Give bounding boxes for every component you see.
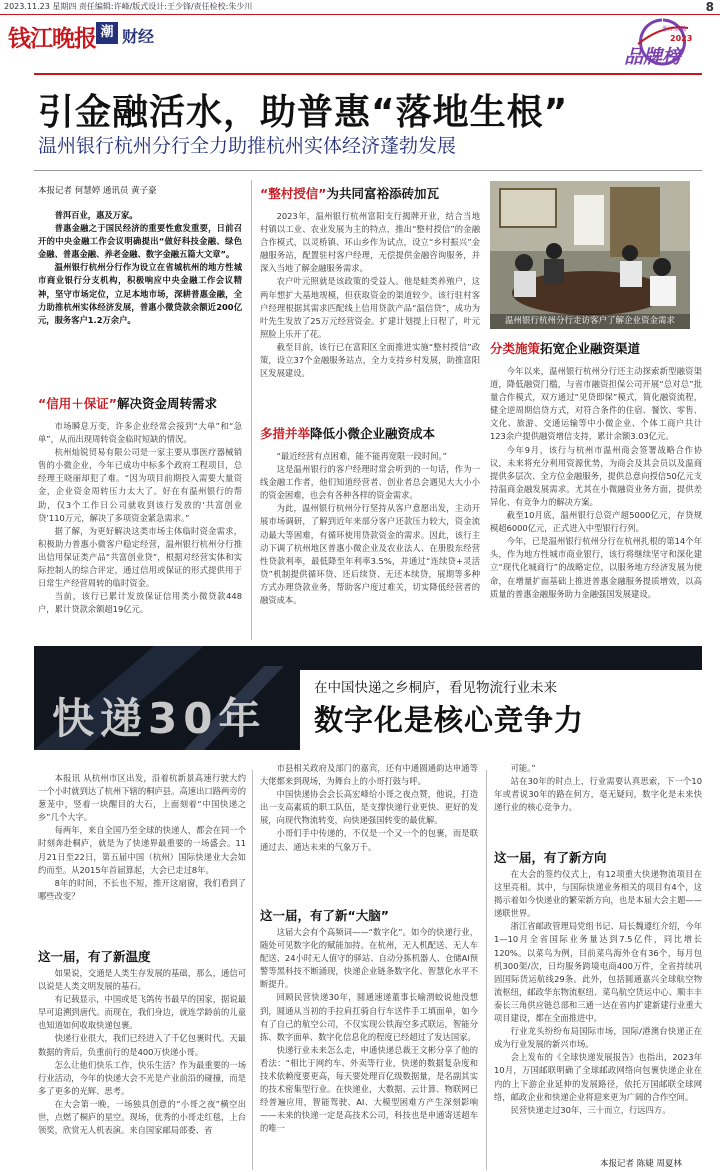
body-paragraph: 8年的时间，不长也不短，推开这扇窗，我们看到了哪些改变？ [38, 877, 246, 901]
column-divider [252, 770, 253, 1170]
article1-section2-body [260, 210, 480, 412]
meeting-photo [490, 181, 690, 329]
section-heading-credit [38, 394, 217, 412]
photo-caption: 温州银行杭州分行走访客户了解企业资金需求 [490, 314, 690, 329]
body-paragraph: 民营快递走过30年，三十而立，行远四方。 [510, 1104, 671, 1115]
article1-section4-body [490, 365, 702, 642]
chao-logo: 潮 [96, 22, 118, 44]
article2-col1-top [38, 772, 246, 944]
article2-col2-top [260, 762, 478, 902]
article1-section1-body [38, 420, 242, 642]
article2-heading-warmth: 这一届，有了新温度 [38, 949, 151, 964]
heading-text: 为共同富裕添砖加瓦 [326, 186, 439, 201]
article1-byline: 本报记者 何慧婷 通讯员 黄子豪 [38, 186, 157, 196]
body-paragraph: 今年9月，该行与杭州市温州商会签署战略合作协议，未来将充分利用资源优势，为商会及其会员以及温商提供多层次、全方位金融服务，提供总意向授信50亿元支持温商金融发展需求。尤其在小微融资业务方面，提供差异化、有竞争力的解决方案。 [490, 444, 702, 507]
badge-title: 品牌榜 [624, 46, 682, 68]
body-paragraph: 杭州灿锐贸易有限公司是一家主要从事医疗器械销售的小微企业，今年已成功中标多个政府工程项目，总经理王晓丽却犯了难。“因为项目前期投入需要大量资金，企业资金周转压力太大了。好在有温州银行的帮助，仅3个工作日公司就收到该行发放的‘共富创业贷’110万元，解决了多项资金紧急需求。” [38, 447, 242, 523]
section-heading-channels [490, 339, 640, 357]
body-paragraph: 为此，温州银行杭州分行坚持从客户意愿出发，主动开展市场调研，了解到近年来部分客户还款压力较大，资金流动最大等困难，有循环使用贷款资金的需求。因此，该行主动下调了杭州地区普惠小微企业及农业法人、在册股东经营性贷款利率，最低降至年利率3.5%，并通过“连续贷+灵活贷”机制提供循环贷、还后续贷、无还本续贷，展期等多种方式办理贷款业务，帮助客户度过难关，切实降低经营者的融资成本。 [260, 503, 480, 606]
article2-col1-bottom [38, 967, 246, 1172]
body-paragraph: 回顾民营快递30年，圆通速递董事长喻渭蛟说他没想到，圆通从当初的手拉肩扛骑自行车送件手工填面单，如今有了自己的航空公司，不仅实现公铁海空多式联运，智能分拣、数字面单、数字化信息化的程度已经超过了发达国家。 [260, 992, 478, 1042]
body-paragraph: “最近经营有点困难，能不能再宽限一段时间。” [276, 451, 447, 461]
article1-photo [490, 181, 690, 329]
article2-col3-bottom [494, 868, 702, 1156]
body-paragraph: 截至目前，该行已在富阳区全面推进实施“整村授信”政策，设立37个金融服务站点，全力支持乡村发展，助推富阳区发展建设。 [260, 341, 480, 379]
heading-text: 解决资金周转需求 [116, 396, 217, 411]
body-paragraph: 快递行业未来怎么走，申通快递总裁王文彬分享了他的看法：“相比于网约车、外卖等行业，快递的数据复杂度和技术依赖度要更高，每天要处理百亿级数据量，是名副其实的技术密集型行业。在快递业，大数据、云计算、物联网已经普遍应用，智能驾驶、AI、大模型困难方产生深刻影响——未来的快递一定是高技术公司，科技也是申通寄送超车的唯一 [260, 1044, 478, 1134]
heading-highlight: “整村授信” [260, 186, 327, 201]
body-paragraph: 可能。” [510, 763, 536, 773]
heading-text: 降低小微企业融资成本 [310, 426, 436, 441]
article1-headline: 引金融活水，助普惠“落地生根” [38, 92, 569, 133]
body-paragraph: 如果说，交通是人类生存发展的基础，那么，通信可以说是人类文明发展的基石。 [38, 968, 246, 992]
newspaper-logo: 钱江晚报 [8, 25, 96, 52]
heading-highlight: “信用＋保证” [38, 396, 117, 411]
body-paragraph: 快递行业很大，我们已经进入了千亿包裹时代。天最数据的背后，负重前行的是400万快递小哥。 [38, 1033, 246, 1057]
article2-heading-direction: 这一届，有了新方向 [494, 850, 607, 865]
brand-list-badge [618, 14, 708, 68]
body-paragraph: 行业龙头纷纷布局国际市场，国际/港澳台快递正在成为行业发展的新兴市场。 [494, 1026, 702, 1050]
body-paragraph: 本报讯 从杭州市区出发，沿着杭新景高速行驶大约一个小时就到达了杭州下辖的桐庐县。高速出口路两旁的葱茏中，竖着一块醒目的大石，上面刻着“中国快递之乡”几个大字。 [38, 773, 246, 823]
body-paragraph: 有记载显示，中国或是飞鸽传书最早的国家，据说最早可追溯到唐代。而现在，我们身边，就连学龄前的儿童也知道如何收取快递包裹。 [38, 994, 246, 1031]
issue-info-bar: 2023.11.23 星期四 责任编辑:许峰/版式设计:王少锋/责任检校:朱少川 [4, 2, 253, 11]
masthead-rule [0, 14, 720, 15]
article2-subtitle: 在中国快递之乡桐庐，看见物流行业未来 [314, 680, 557, 696]
body-paragraph: 浙江省邮政管理局党组书记、局长魏遵红介绍，今年1—10月全省国际业务量达到7.5亿件，同比增长120%。以菜鸟为例，目前菜鸟海外仓有36个，每月包机300架/次，日均服务跨境电商400万件，全省持续巩固国际货运航线29条。此外，包括圆通嘉兴全球航空物流枢纽，邮政华东物流枢纽、菜鸟航空货运中心、顺丰丰泰长三角供应链总部和三通一达在省内扩建新建行业重大项目建设，都在全面推进中。 [494, 921, 702, 1024]
body-paragraph: 市场瞬息万变，许多企业经常会接到“大单”和“急单”，从而出现周转资金临时短缺的情况。 [38, 421, 242, 445]
badge-year: 2023 [670, 34, 693, 43]
body-paragraph: 站在30年的时点上，行业需要认真思索，下一个10年或者说30年的路在何方，毫无疑问，数字化是未来快递行业的核心竞争力。 [494, 776, 702, 813]
body-paragraph: 农户叶元照就是该政策的受益人。他是蛙类养殖户，这两年想扩大基地规模，但获取资金的渠道较少。该行驻村客户经理根据其需求匹配线上信用贷款产品“温信贷”，成功为叶先生发放了25万元经营资金。扩建计划提上日程了，叶元照脸上乐开了花。 [260, 276, 480, 339]
section-heading-measures [260, 424, 435, 442]
lead-paragraph: 温州银行杭州分行作为设立在省城杭州的地方性城市商业银行分支机构，积极响应中央金融工作会议精神，坚守市场定位，立足本地市场，深耕普惠金融，全力助推杭州实体经济发展，普惠小微贷款余额近200亿元，服务客户1.2万余户。 [38, 262, 242, 325]
body-paragraph: 当前，该行已累计发放保证信用类小微贷款448户，累计贷款余额超19亿元。 [38, 591, 242, 615]
page-number: 8 [705, 0, 714, 14]
lead-paragraph: 普洱百业，惠及万家。 [54, 210, 138, 220]
body-paragraph: 中国快递协会会长高宏峰给小哥之夜点赞，他说，打造出一支高素质的职工队伍，是支撑快递行业更快、更好的发展，向现代物流转变，向快递强国转变的最优解。 [260, 789, 478, 826]
body-paragraph: 2023年，温州银行杭州富阳支行揭牌开业，结合当地村镇以工业、农业发展为主的特点，推出“整村授信”的金融合作模式，以灵桥镇、环山乡作为试点，设立“乡村振兴”金融服务站，配置驻村客户经理，无偿提供金融咨询服务，并深入当地了解金融服务需求。 [260, 211, 480, 274]
section-name: 财经 [122, 27, 155, 46]
body-paragraph: 在大会的签约仪式上，有12项重大快递物流项目在这里亮相。其中，与国际快递业务相关的项目有4个，这揭示着如今快递业的繁荣新方向，也是本届大会主题——递联世界。 [494, 869, 702, 919]
body-paragraph: 据了解，为更好解决这类市场主体临时资金需求，积极助力普惠小微客户稳定经营，温州银行杭州分行推出信用保证类产品“共富创业贷”，根据对经营实体和实际控制人的综合评定，通过信用或保证的形式提供用于日常生产经营周转的临时资金。 [38, 525, 242, 589]
column-divider [251, 180, 252, 640]
body-paragraph: 会上发布的《全球快递发展报告》也指出，2023年10月，万国邮联明确了全球邮政网络向包裹快递企业在内的上下游企业延伸的发展路径，依托万国邮联全球网络，邮政企业和快递企业将迎来更为广阔的合作空间。 [494, 1052, 702, 1102]
article1-lead [38, 209, 242, 359]
article2-heading-brain: 这一届，有了新“大脑” [260, 908, 389, 923]
body-paragraph: 这届大会有个高频词——“数字化”。如今的快递行业，随处可见数字化的赋能加持。在杭州，无人机配送、无人车配送、24小时无人值守的驿站、自动分拣机器人、仓储AI预警等黑科技不断涌现，快递企业链条数字化、智慧化水平不断提升。 [260, 927, 478, 990]
column-divider [486, 770, 487, 1170]
body-paragraph: 这是温州银行的客户经理时常会听到的一句话，作为一线金融工作者，他们知道经营者、创业者总会遇见大大小小的资金困难，也会有各种各样的资金需求。 [260, 464, 480, 501]
body-paragraph: 小哥们手中传递的，不仅是一个又一个的包裹，而是联通过去、通达未来的气象万千。 [260, 828, 478, 852]
heading-highlight: 分类施策 [490, 341, 541, 356]
article2-col2-bottom [260, 926, 478, 1172]
article1-subhead: 温州银行杭州分行全力助推杭州实体经济蓬勃发展 [38, 135, 457, 157]
heading-highlight: 多措并举 [260, 426, 311, 441]
header-divider [34, 73, 702, 75]
article1-section3-body [260, 450, 480, 642]
body-paragraph: 每两年，来自全国乃至全球的快递人，都会在同一个时刻奔赴桐庐，就是为了快递界最重要的一场盛会。11月21日至22日，第五届中国（杭州）国际快递业大会如约而至。从2015年首届算起，大会已走过8年。 [38, 825, 246, 875]
body-paragraph: 今年以来，温州银行杭州分行还主动探索新型融资渠道，降低融资门槛，与省市融资担保公司开展“总对总”批量合作模式，双方通过“见贷即保”模式，简化融资流程，健全逆周期信贷方式，对符合条件的住宿、餐饮、零售、文化、旅游、交通运输等中小微企业、个体工商户共计123余户提供融资增信支持，累计余额3.03亿元。 [490, 366, 702, 442]
section-heading-village [260, 184, 439, 202]
body-paragraph: 在大会第一晚，一场独具创意的“小哥之夜”横空出世，点燃了桐庐的星空。现场，优秀的小哥走红毯，上台领奖，欣赏无人机表演。来自国家邮局部委、省 [38, 1098, 246, 1136]
badge-subtitle: 浙江金融 [662, 26, 687, 33]
heading-text: 拓宽企业融资渠道 [540, 341, 641, 356]
article2-col3-top [494, 762, 702, 844]
lead-paragraph: 普惠金融之于国民经济的重要性愈发重要，日前召开的中央金融工作会议明确提出“做好科技金融、绿色金融、普惠金融、养老金融、数字金融五篇大文章”。 [38, 223, 242, 260]
body-paragraph: 截至10月底，温州银行总资产超5000亿元，存贷规模超6000亿元，正式进入中型银行行列。 [490, 510, 702, 534]
article2-headline: 数字化是核心竞争力 [314, 703, 585, 737]
body-paragraph: 市县相关政府及部门的嘉宾，还有中通圆通韵达申通等大佬都来到现场，为舞台上的小哥打鼓与呼。 [260, 763, 478, 787]
body-paragraph: 怎么让他们快乐工作，快乐生活？作为最重要的一场行业活动，今年的快递大会不光是产业前沿的碰撞，而是多了更多的光辉、思考。 [38, 1059, 246, 1096]
body-paragraph: 今年，已是温州银行杭州分行在杭州扎根的第14个年头，作为地方性城市商业银行，该行将继续坚守和深化建立“现代化城商行”的战略定位，以服务地方经济发展为使命，在增量扩面基础上推进普惠金融服务提质增效，以高质量的普惠金融服务助力金融强国发展建设。 [490, 536, 702, 599]
article2-byline: 本报记者 陈婕 周夏林 [600, 1159, 682, 1169]
headline-rule [34, 170, 702, 171]
banner-decor-text: 快递30年 [52, 694, 267, 743]
